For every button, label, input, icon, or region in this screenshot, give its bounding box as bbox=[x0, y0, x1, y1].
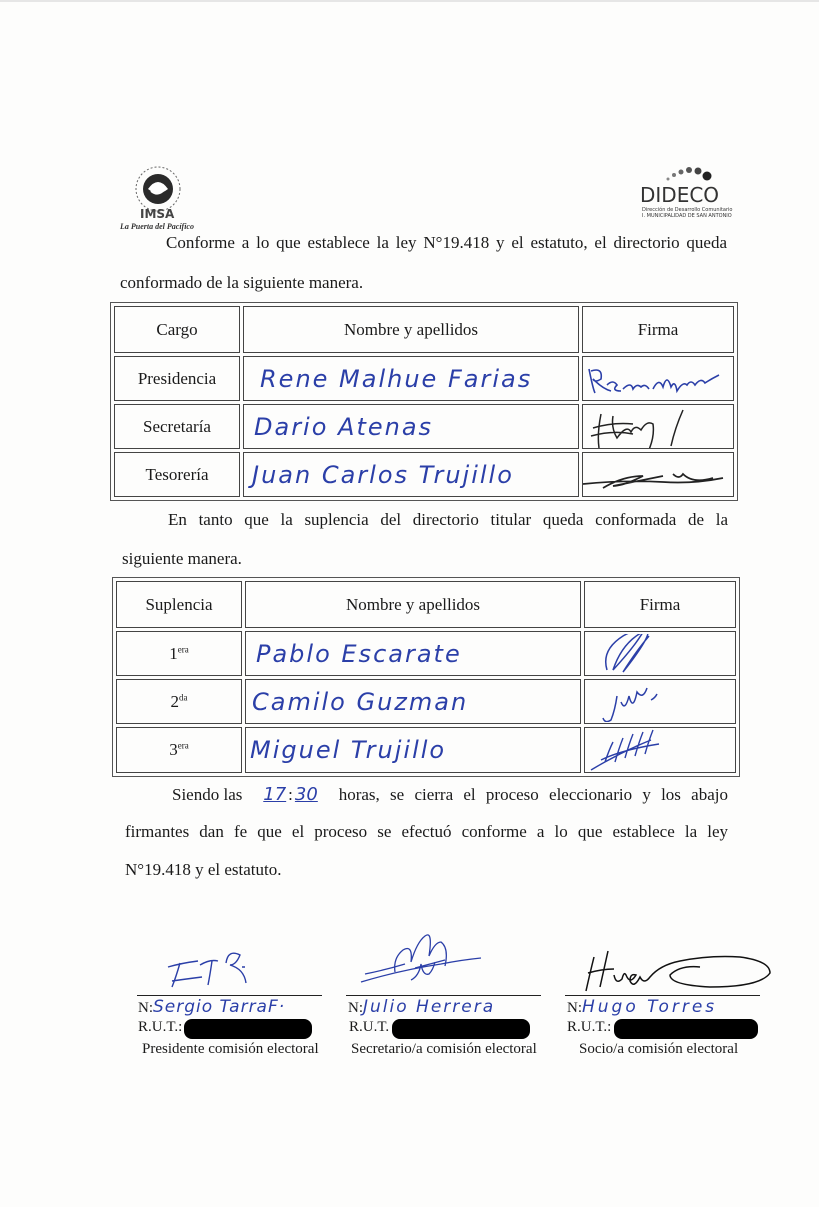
cargo-cell: Secretaría bbox=[114, 404, 240, 449]
page-top-edge bbox=[0, 0, 819, 2]
dideco-name: DIDECO bbox=[640, 183, 720, 207]
handwritten-name: Dario Atenas bbox=[254, 412, 434, 441]
cargo-cell: Presidencia bbox=[114, 356, 240, 401]
suplencia-cell bbox=[116, 631, 242, 676]
firma-cell bbox=[582, 452, 734, 497]
nombre-cell bbox=[243, 404, 579, 449]
middle-line-2: siguiente manera. bbox=[122, 549, 242, 568]
firma-cell bbox=[582, 404, 734, 449]
intro-line-1: Conforme a lo que establece la ley N°19.418 y el estatuto, el directorio queda bbox=[166, 233, 727, 252]
col-header-suplencia: Suplencia bbox=[116, 581, 242, 628]
handwritten-name: Pablo Escarate bbox=[256, 639, 462, 668]
nombre-cell bbox=[245, 679, 581, 724]
table-row bbox=[116, 727, 736, 773]
signer-2-rut-redaction bbox=[392, 1019, 530, 1039]
handwritten-name: Miguel Trujillo bbox=[250, 736, 447, 764]
nombre-cell bbox=[243, 356, 579, 401]
suplencia-ordinal: da bbox=[179, 691, 188, 702]
table-row bbox=[114, 452, 734, 497]
closing-post: horas, se cierra el proceso eleccionario y los abajo bbox=[338, 785, 728, 804]
table-row bbox=[116, 631, 736, 676]
signature-suplente-1 bbox=[585, 634, 735, 674]
suplencia-cell bbox=[116, 727, 242, 773]
signer-3-rut-redaction bbox=[614, 1019, 758, 1039]
closing-time bbox=[263, 785, 318, 805]
nombre-cell bbox=[243, 452, 579, 497]
signer-2-name: Julio Herrera bbox=[363, 997, 496, 1017]
signature-suplente-3 bbox=[585, 728, 735, 772]
col-header-cargo: Cargo bbox=[114, 306, 240, 353]
nombre-cell bbox=[245, 727, 581, 773]
firma-cell bbox=[584, 727, 736, 773]
handwritten-name: Camilo Guzman bbox=[252, 687, 469, 716]
cargo-cell: Tesorería bbox=[114, 452, 240, 497]
col-header-firma: Firma bbox=[584, 581, 736, 628]
signer-3-rut-label: R.U.T.: bbox=[567, 1019, 612, 1035]
directorio-table bbox=[110, 302, 738, 501]
signer-1-name-row bbox=[138, 997, 285, 1017]
signer-3-name: Hugo Torres bbox=[582, 997, 718, 1017]
signature-line-1 bbox=[137, 995, 322, 996]
closing-minute: 30 bbox=[294, 784, 318, 805]
dideco-dots-icon bbox=[640, 165, 730, 185]
firma-cell bbox=[584, 631, 736, 676]
signature-suplente-2 bbox=[585, 682, 735, 722]
firma-cell bbox=[582, 356, 734, 401]
signer-2-rut-label: R.U.T. bbox=[349, 1019, 390, 1035]
suplencia-table bbox=[112, 577, 740, 777]
signer-1-name: Sergio TarraF· bbox=[153, 997, 286, 1017]
signature-secretaria bbox=[583, 406, 733, 448]
col-header-nombre: Nombre y apellidos bbox=[243, 306, 579, 353]
signature-secretario-comision bbox=[355, 922, 495, 992]
signer-1-rut-label: R.U.T.: bbox=[138, 1019, 183, 1035]
table-row bbox=[114, 356, 734, 401]
signer-1-rut-redaction bbox=[184, 1019, 312, 1039]
suplencia-ordinal: era bbox=[177, 643, 189, 654]
closing-line-2: firmantes dan fe que el proceso se efectuó conforme a lo que establece la ley bbox=[125, 822, 728, 841]
signature-line-3 bbox=[565, 995, 760, 996]
imsa-name: IMSA bbox=[140, 207, 175, 221]
signature-presidente-comision bbox=[160, 945, 280, 990]
suplencia-number: 3 bbox=[169, 740, 178, 759]
signer-1-role: Presidente comisión electoral bbox=[142, 1041, 319, 1057]
suplencia-ordinal: era bbox=[177, 740, 189, 751]
closing-colon: : bbox=[288, 785, 293, 804]
closing-hour: 17 bbox=[263, 784, 287, 805]
middle-line-1: En tanto que la suplencia del directorio titular queda conformada de la bbox=[168, 510, 728, 529]
signer-1-n-label: N: bbox=[138, 1000, 153, 1016]
closing-pre: Siendo las bbox=[172, 785, 243, 804]
suplencia-cell bbox=[116, 679, 242, 724]
suplencia-number: 1 bbox=[169, 643, 178, 663]
table-row bbox=[116, 679, 736, 724]
signer-3-name-row bbox=[567, 997, 717, 1017]
handwritten-name: Rene Malhue Farias bbox=[260, 364, 533, 393]
imsa-logo bbox=[118, 165, 202, 235]
col-header-nombre: Nombre y apellidos bbox=[245, 581, 581, 628]
intro-line-2: conformado de la siguiente manera. bbox=[120, 273, 364, 292]
nombre-cell bbox=[245, 631, 581, 676]
signature-socio-comision bbox=[580, 945, 805, 995]
handwritten-name: Juan Carlos Trujillo bbox=[252, 460, 514, 489]
closing-line-1 bbox=[172, 785, 728, 805]
col-header-firma: Firma bbox=[582, 306, 734, 353]
closing-line-3: N°19.418 y el estatuto. bbox=[125, 860, 282, 879]
imsa-tagline: La Puerta del Pacífico bbox=[120, 222, 194, 231]
signer-2-n-label: N: bbox=[348, 1000, 363, 1016]
signer-2-name-row bbox=[348, 997, 495, 1017]
table-row bbox=[114, 404, 734, 449]
dideco-subtitle-1: Dirección de Desarrollo Comunitario bbox=[642, 207, 733, 213]
signature-presidencia bbox=[583, 359, 733, 399]
signer-2-role: Secretario/a comisión electoral bbox=[351, 1041, 537, 1057]
suplencia-number: 2 bbox=[170, 691, 179, 711]
signature-line-2 bbox=[346, 995, 541, 996]
signature-tesoreria bbox=[583, 456, 733, 494]
firma-cell bbox=[584, 679, 736, 724]
signer-3-role: Socio/a comisión electoral bbox=[579, 1041, 739, 1057]
dideco-logo bbox=[640, 165, 733, 221]
signer-3-n-label: N: bbox=[567, 1000, 582, 1016]
dideco-subtitle-2: I. MUNICIPALIDAD DE SAN ANTONIO bbox=[642, 213, 732, 219]
